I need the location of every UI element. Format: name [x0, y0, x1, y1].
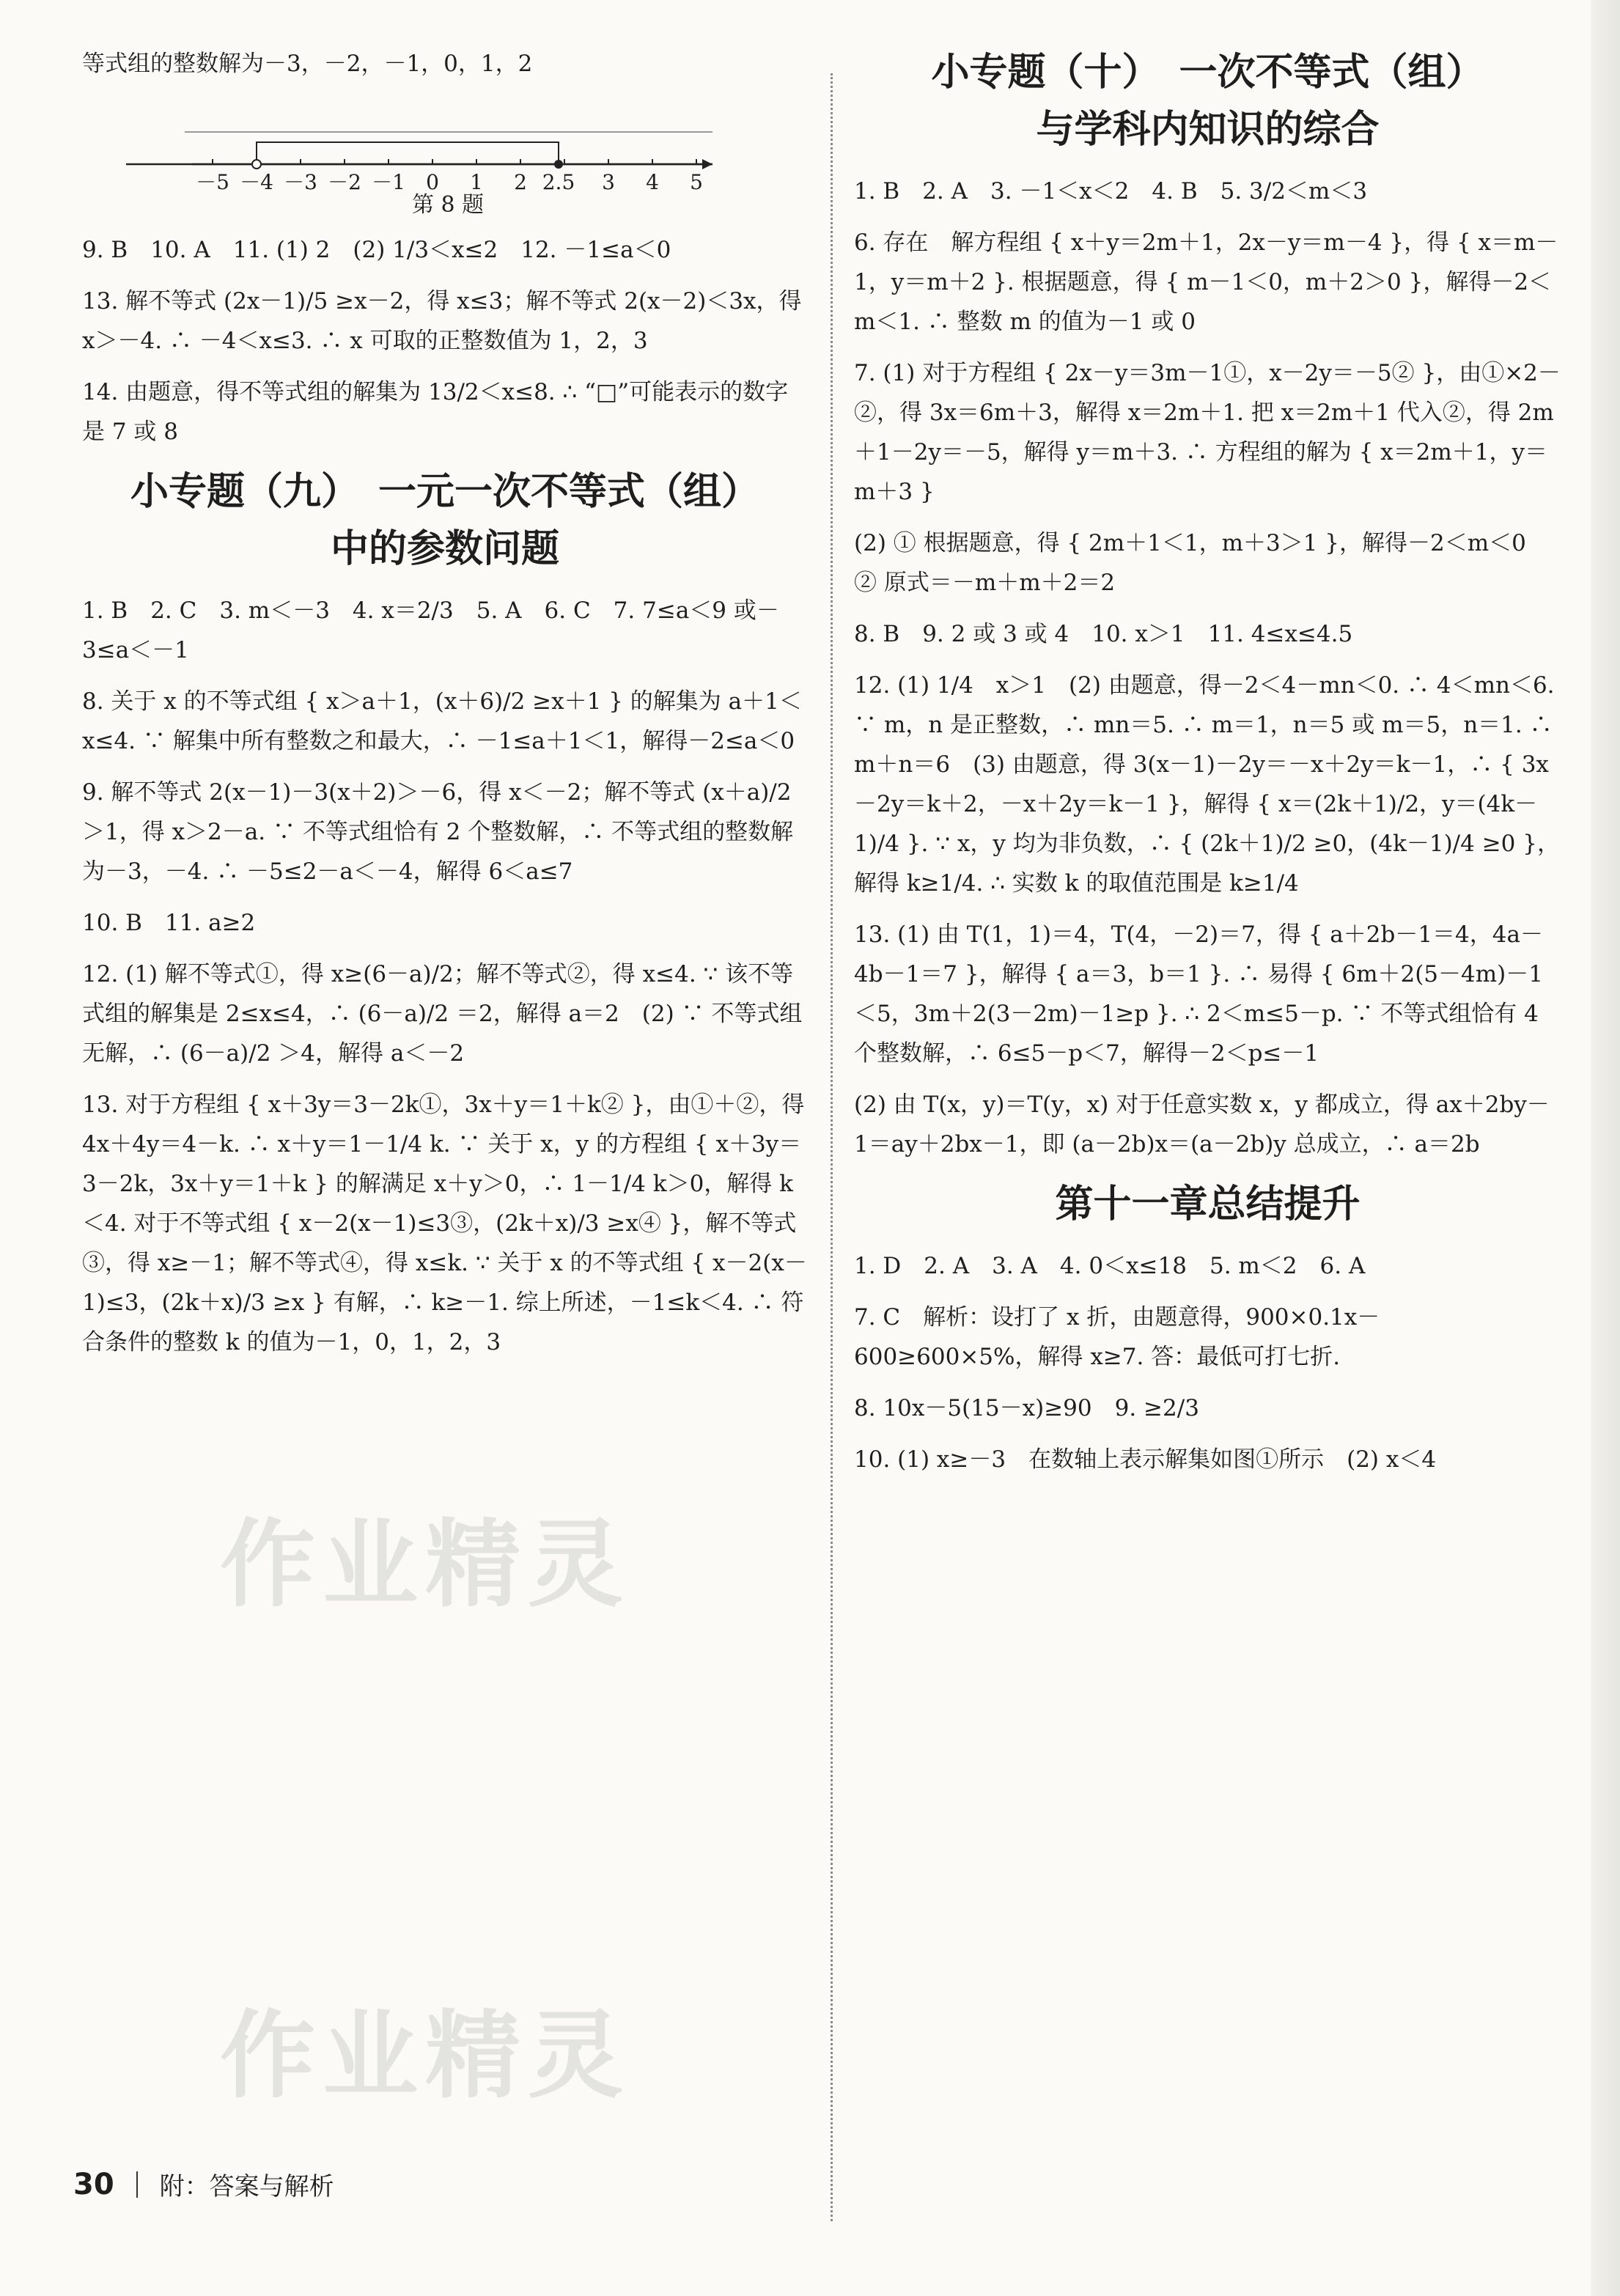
tick-label: 2: [514, 170, 527, 194]
tick-label: －4: [240, 170, 273, 194]
answer-paragraph: (2) 由 T(x，y)＝T(y，x) 对于任意实数 x，y 都成立，得 ax＋2by－1＝ay＋2bx－1，即 (a－2b)x＝(a－2b)y 总成立，∴ a＝2b: [854, 1092, 1550, 1158]
answer-paragraph: 7. C 解析：设打了 x 折，由题意得，900×0.1x－600≥600×5%，解得 x≥7. 答：最低可打七折.: [854, 1304, 1380, 1370]
footer-divider: [136, 2171, 138, 2198]
answer-paragraph: 9. 解不等式 2(x－1)－3(x＋2)＞－6，得 x＜－2；解不等式 (x＋a)/2 ＞1，得 x＞2－a. ∵ 不等式组恰有 2 个整数解，∴ 不等式组的整数解为－3，－4. ∴ －5≤2－a＜－4，解得 6＜a≤7: [82, 779, 794, 885]
answer-paragraph: 6. 存在 解方程组 { x＋y＝2m＋1，2x－y＝m－4 }，得 { x＝m－1，y＝m＋2 }. 根据题意，得 { m－1＜0，m＋2＞0 }，解得－2＜m＜1. ∴ 整数 m 的值为－1 或 0: [854, 229, 1558, 335]
section-heading: 小专题（九） 一元一次不等式（组）: [130, 470, 759, 514]
tick-label: 0: [426, 170, 439, 194]
answer-paragraph: 12. (1) 1/4 x＞1 (2) 由题意，得－2＜4－mn＜0. ∴ 4＜mn＜6. ∵ m，n 是正整数，∴ mn＝5. ∴ m＝1，n＝5 或 m＝5，n＝1. ∴ m＋n＝6 (3) 由题意，得 3(x－1)－2y＝－x＋2y＝k－1，∴ { 3x－2y＝k＋2，－x＋2y＝k－1 }，解得 { x＝(2k＋1)/2，y＝(4k－1)/4 }. ∵ x，y 均为非负数，∴ { (2k＋1)/2 ≥0，(4k－1)/4 ≥0 }，解得 k≥1/4. ∴ 实数 k 的取值范围是 k≥1/4: [854, 672, 1560, 897]
page-footer: [73, 2166, 334, 2202]
answer-line: 1. B 2. C 3. m＜－3 4. x＝2/3 5. A 6. C 7. 7≤a＜9 或－3≤a＜－1: [82, 597, 779, 663]
answer-line: 8. B 9. 2 或 3 或 4 10. x＞1 11. 4≤x≤4.5: [854, 621, 1353, 647]
number-line-figure: [82, 91, 808, 201]
answer-line: 1. B 2. A 3. －1＜x＜2 4. B 5. 3/2＜m＜3: [854, 178, 1368, 205]
answer-line: 8. 10x－5(15－x)≥90 9. ≥2/3: [854, 1395, 1199, 1421]
answer-line: 10. B 11. a≥2: [82, 910, 256, 936]
answer-paragraph: 13. 对于方程组 { x＋3y＝3－2k①，3x＋y＝1＋k② }，由①＋②，得 4x＋4y＝4－k. ∴ x＋y＝1－1/4 k. ∵ 关于 x，y 的方程组 { x＋3y＝3－2k，3x＋y＝1＋k } 的解满足 x＋y＞0，∴ 1－1/4 k＞0，解得 k＜4. 对于不等式组 { x－2(x－1)≤3③，(2k＋x)/3 ≥x④ }，解不等式③，得 x≥－1；解不等式④，得 x≤k. ∵ 关于 x 的不等式组 { x－2(x－1)≤3，(2k＋x)/3 ≥x } 有解，∴ k≥－1. 综上所述，－1≤k＜4. ∴ 符合条件的整数 k 的值为－1，0，1，2，3: [82, 1092, 807, 1355]
answer-paragraph: 13. (1) 由 T(1，1)＝4，T(4，－2)＝7，得 { a＋2b－1＝4，4a－4b－1＝7 }，解得 { a＝3，b＝1 }. ∴ 易得 { 6m＋2(5－4m)－1＜5，3m＋2(3－2m)－1≥p }. ∴ 2＜m≤5－p. ∵ 不等式组恰有 4 个整数解，∴ 6≤5－p＜7，解得－2＜p≤－1: [854, 921, 1543, 1067]
answer-line: 10. (1) x≥－3 在数轴上表示解集如图①所示 (2) x＜4: [854, 1446, 1437, 1473]
tick-label: 4: [646, 170, 659, 194]
tick-label: 1: [470, 170, 483, 194]
footer-title: 附：答案与解析: [159, 2172, 334, 2201]
right-column: [854, 44, 1561, 1491]
answer-line: 等式组的整数解为－3，－2，－1，0，1，2: [82, 51, 533, 77]
answer-paragraph: 7. (1) 对于方程组 { 2x－y＝3m－1①，x－2y＝－5② }，由①×2－②，得 3x＝6m＋3，解得 x＝2m＋1. 把 x＝2m＋1 代入②，得 2m＋1－2y＝－5，解得 y＝m＋3. ∴ 方程组的解为 { x＝2m＋1，y＝m＋3 }: [854, 360, 1561, 505]
watermark: 作业精灵: [220, 2000, 631, 2111]
watermark: 作业精灵: [220, 1509, 631, 1620]
tick-label: －1: [372, 170, 405, 194]
page-number: 30: [73, 2167, 114, 2201]
chapter-heading: 第十一章总结提升: [1055, 1182, 1361, 1226]
answer-paragraph: (2) ① 根据题意，得 { 2m＋1＜1，m＋3＞1 }，解得－2＜m＜0 ② 原式＝－m＋m＋2＝2: [854, 530, 1549, 596]
tick-label: －3: [284, 170, 317, 194]
answer-paragraph: 8. 关于 x 的不等式组 { x＞a＋1，(x＋6)/2 ≥x＋1 } 的解集为 a＋1＜x≤4. ∵ 解集中所有整数之和最大，∴ －1≤a＋1＜1，解得－2≤a＜0: [82, 688, 802, 754]
answer-paragraph: 13. 解不等式 (2x－1)/5 ≥x－2，得 x≤3；解不等式 2(x－2)＜3x，得 x＞－4. ∴ －4＜x≤3. ∴ x 可取的正整数值为 1，2，3: [82, 288, 802, 354]
left-column: [82, 44, 808, 1374]
answer-line: 9. B 10. A 11. (1) 2 (2) 1/3＜x≤2 12. －1≤a＜0: [82, 237, 671, 263]
tick-label: 3: [602, 170, 615, 194]
answer-paragraph: 12. (1) 解不等式①，得 x≥(6－a)/2；解不等式②，得 x≤4. ∵ 该不等式组的解集是 2≤x≤4，∴ (6－a)/2 ＝2，解得 a＝2 (2) ∵ 不等式组无解，∴ (6－a)/2 ＞4，解得 a＜－2: [82, 961, 803, 1067]
answer-line: 1. D 2. A 3. A 4. 0＜x≤18 5. m＜2 6. A: [854, 1253, 1366, 1279]
tick-label: 2.5: [542, 170, 575, 194]
answer-paragraph: 14. 由题意，得不等式组的解集为 13/2＜x≤8. ∴ “□”可能表示的数字是 7 或 8: [82, 379, 789, 445]
tick-label: 5: [690, 170, 703, 194]
section-heading-sub: 与学科内知识的综合: [1036, 108, 1380, 152]
number-line-svg: [82, 91, 808, 172]
tick-label: －2: [328, 170, 361, 194]
column-divider: [831, 73, 833, 2221]
tick-label: －5: [196, 170, 229, 194]
page-edge: [1591, 0, 1620, 2296]
section-heading: 小专题（十） 一次不等式（组）: [931, 51, 1484, 95]
figure-caption: 第 8 题: [412, 192, 485, 218]
section-heading-sub: 中的参数问题: [330, 527, 559, 571]
